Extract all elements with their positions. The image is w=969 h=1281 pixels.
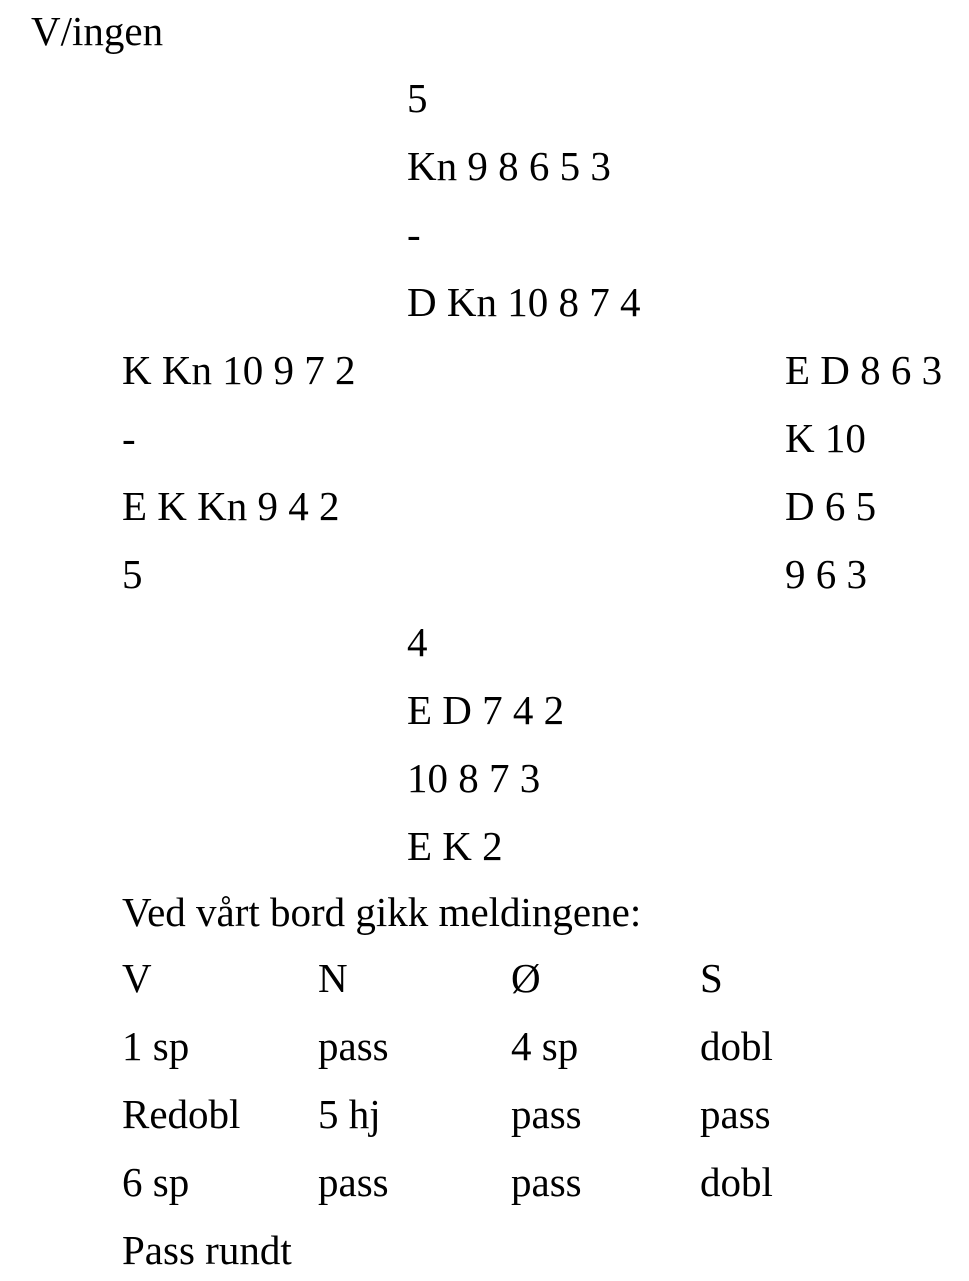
auction-header-north: N xyxy=(318,955,348,1001)
east-spades-line: E D 8 6 3 xyxy=(785,347,943,393)
north-spades-line: 5 xyxy=(407,75,428,121)
auction-bid: pass xyxy=(318,1023,389,1069)
auction-row-3 xyxy=(122,1148,902,1216)
auction-table xyxy=(122,944,902,1216)
north-diamonds-line: - xyxy=(407,211,421,257)
auction-bid: Redobl xyxy=(122,1091,241,1137)
auction-bid: 5 hj xyxy=(318,1091,381,1137)
auction-header-west: V xyxy=(122,955,152,1001)
auction-bid: 1 sp xyxy=(122,1023,190,1069)
west-diamonds-line: E K Kn 9 4 2 xyxy=(122,483,340,529)
west-clubs-line: 5 xyxy=(122,551,143,597)
south-hearts-line: E D 7 4 2 xyxy=(407,687,565,733)
auction-bid: 6 sp xyxy=(122,1159,190,1205)
auction-row-1 xyxy=(122,1012,902,1080)
south-clubs-line: E K 2 xyxy=(407,823,503,869)
west-hand xyxy=(122,336,355,608)
north-hearts-line: Kn 9 8 6 5 3 xyxy=(407,143,611,189)
north-clubs-line: D Kn 10 8 7 4 xyxy=(407,279,641,325)
auction-header-east: Ø xyxy=(511,955,541,1001)
dealer-vulnerability-label: V/ingen xyxy=(31,8,164,54)
auction-bid: dobl xyxy=(700,1159,773,1205)
east-clubs-line: 9 6 3 xyxy=(785,551,867,597)
auction-header-row xyxy=(122,944,902,1012)
auction-bid: dobl xyxy=(700,1023,773,1069)
south-diamonds-line: 10 8 7 3 xyxy=(407,755,541,801)
auction-bid: pass xyxy=(700,1091,771,1137)
auction-footer: Pass rundt xyxy=(122,1227,292,1273)
auction-intro: Ved vårt bord gikk meldingene: xyxy=(122,889,642,935)
south-hand xyxy=(407,608,564,880)
auction-bid: pass xyxy=(511,1159,582,1205)
auction-header-south: S xyxy=(700,955,723,1001)
auction-bid: pass xyxy=(511,1091,582,1137)
east-hearts-line: K 10 xyxy=(785,415,866,461)
east-hand xyxy=(785,336,942,608)
west-hearts-line: - xyxy=(122,415,136,461)
east-diamonds-line: D 6 5 xyxy=(785,483,877,529)
north-hand xyxy=(407,64,640,336)
south-spades-line: 4 xyxy=(407,619,428,665)
auction-bid: 4 sp xyxy=(511,1023,579,1069)
auction-row-2 xyxy=(122,1080,902,1148)
west-spades-line: K Kn 10 9 7 2 xyxy=(122,347,356,393)
auction-bid: pass xyxy=(318,1159,389,1205)
